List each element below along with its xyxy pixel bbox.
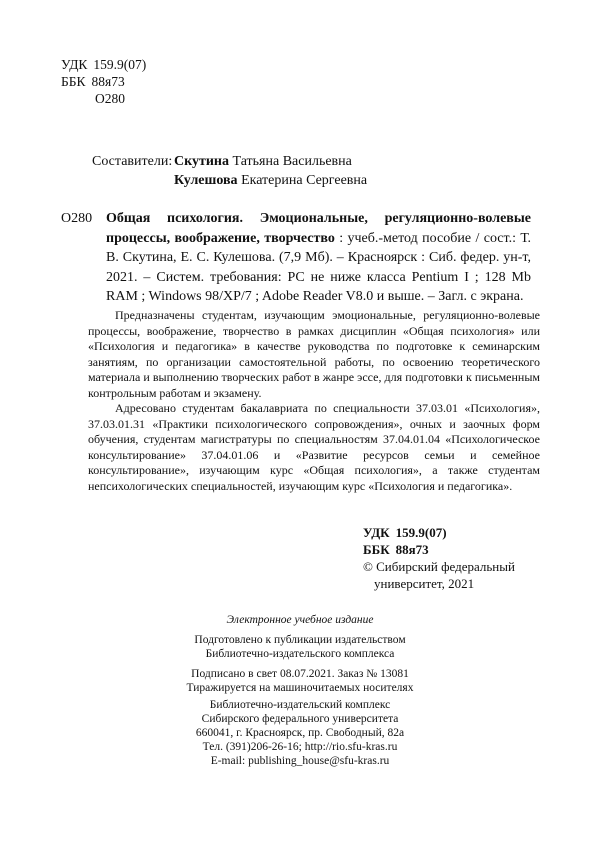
record-details: : учеб.-метод пособие / сост.: Т. В. Скутина, Е. С. Кулешова. (7,9 Мб). – Красноярск : Сиб. федер. ун-т, 2021. – Систем. требования: PC не ниже класса Pentium I ; 128 Mb RAM ; Windows 98/XP/7 ; Adobe Reader V8.0 и выше. – Загл. с экрана.: [106, 230, 531, 304]
copyright-notice: [363, 558, 515, 592]
compiler-line-2: [92, 171, 367, 190]
publisher-email: E-mail: publishing_house@sfu-kras.ru: [210, 755, 390, 767]
bbk-line: [363, 541, 447, 558]
udk-label: УДК: [61, 57, 88, 72]
compiler-given-name: Татьяна Васильевна: [232, 154, 352, 169]
udk-line: [61, 56, 146, 73]
edition-line: Библиотечно-издательского комплекса: [205, 648, 395, 660]
edition-type: Электронное учебное издание: [226, 614, 374, 626]
compilers-label: Составители:: [92, 154, 173, 169]
copyright-line: © Сибирский федеральный: [363, 559, 515, 574]
bbk-value: 88я73: [395, 542, 429, 557]
record-code: О280: [61, 211, 93, 226]
publisher-address: 660041, г. Красноярск, пр. Свободный, 82а: [195, 727, 405, 739]
edition-line: Подготовлено к публикации издательством: [194, 634, 406, 646]
publisher-line: Библиотечно-издательский комплекс: [209, 699, 391, 711]
classification-codes: [61, 56, 146, 107]
edition-line: Подписано в свет 08.07.2021. Заказ № 13081: [191, 668, 409, 680]
copyright-line: университет, 2021: [374, 576, 475, 591]
udk-line: [363, 524, 447, 541]
publication-info: [0, 667, 600, 695]
record-body: [106, 209, 531, 307]
annotation-paragraph: Предназначены студентам, изучающим эмоциональные, регуляционно-волевые процессы, воображение, творчество в рамках дисциплин «Общая психология» или «Психология и педагогика» в качестве руководства по подготовке к семинарским занятиям, по организации самостоятельной работы, по освоению теоретического материала и выполнению творческих работ в жанре эссе, для подготовки к письменным контрольным работам и экзамену.: [88, 308, 540, 400]
udk-label: УДК: [363, 525, 390, 540]
compiler-line-1: [92, 152, 367, 171]
author-code: О280: [95, 91, 125, 106]
publisher-phone-site: Тел. (391)206-26-16; http://rio.sfu-kras.ru: [202, 741, 398, 753]
udk-value: 159.9(07): [93, 57, 147, 72]
bbk-label: ББК: [363, 542, 390, 557]
edition-line: Тиражируется на машиночитаемых носителях: [186, 682, 414, 694]
prepared-by: [0, 633, 600, 661]
bibliographic-record: [61, 209, 531, 307]
annotation-paragraph: Адресовано студентам бакалавриата по специальности 37.03.01 «Психология», 37.03.01.31 «Практики психологического сопровождения», очных и заочных форм обучения, студентам магистратуры по специальностям 37.04.01.04 «Психологическое консультирование» 37.04.01.06 и «Развитие ресурсов семьи и семейное консультирование», изучающим курс «Общая психология», а также студентам непсихологических специальностей, изучающим курс «Психология и педагогика».: [88, 401, 540, 493]
compiler-surname: Скутина: [174, 154, 229, 169]
annotation: [88, 308, 540, 494]
compiler-surname: Кулешова: [174, 173, 238, 188]
compilers-block: [92, 152, 367, 190]
bbk-label: ББК: [61, 74, 86, 89]
footer-classification-codes: [363, 524, 447, 558]
bbk-value: 88я73: [91, 74, 125, 89]
bbk-line: [61, 73, 146, 90]
udk-value: 159.9(07): [395, 525, 447, 540]
publisher-contacts: [0, 698, 600, 768]
compiler-given-name: Екатерина Сергеевна: [241, 173, 368, 188]
publisher-line: Сибирского федерального университета: [201, 713, 399, 725]
record-title: Общая психология. Эмоциональные, регуляционно-волевые процессы, воображение, творчество: [106, 211, 531, 246]
